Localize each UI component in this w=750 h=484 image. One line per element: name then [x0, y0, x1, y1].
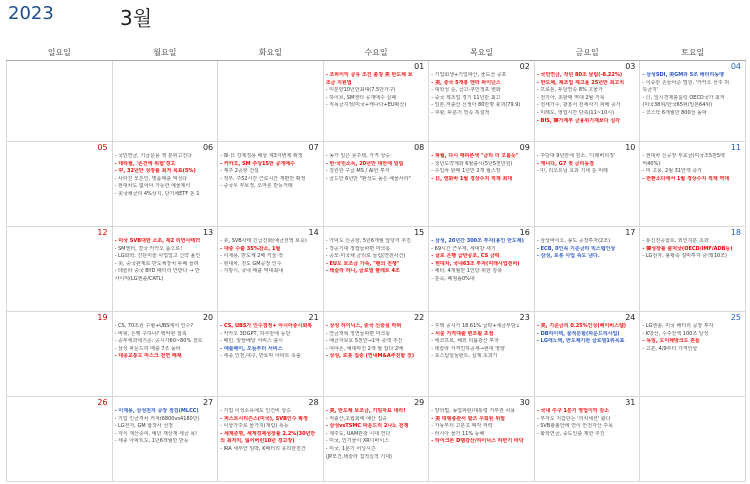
calendar-day-cell[interactable]	[218, 61, 324, 142]
news-item: - 예타, 4개월만 1인당 위한 감축	[431, 268, 503, 275]
news-item: - LG화학, 진단미술 사업업고 신약 올인	[114, 253, 201, 260]
news-item: - CS, 70조원 수혈+UBS에서 인수?	[114, 323, 194, 329]
news-item: - 삼성vsTSMC 파운드리 2나노 전쟁	[325, 423, 409, 430]
news-item: - EU도 보조금 가속, "펜의 전쟁"	[325, 260, 400, 267]
day-number: 07	[308, 143, 319, 152]
calendar-day-cell[interactable]	[534, 227, 640, 312]
news-item: - 中, 32년만 성장률 최저 목표(5%)	[114, 168, 196, 175]
day-number: 04	[730, 62, 741, 71]
news-item: 억40%)	[642, 160, 661, 167]
calendar-day-cell[interactable]	[323, 312, 429, 397]
news-item: - 하이브, SM엔터 공개매수 실패	[325, 94, 397, 101]
news-item: - BIS, 韓가계부 금융위기재보다 심각	[536, 117, 620, 124]
day-number: 06	[202, 143, 214, 152]
news-item: - 저출산,초립회에 예산 집중	[325, 415, 387, 422]
news-item: - 분숙, 폐점률0%대	[431, 275, 475, 282]
news-item: - 제주 2공항 건설	[220, 168, 259, 175]
day-number	[115, 61, 216, 72]
news-item: - 韓성장률 출처낮(OECD/IMF/ADB등)	[642, 245, 733, 252]
news-item: - 국내 주구 1분기 영업이익 감소	[536, 408, 610, 414]
news-item: - 美 대형종관서 할즈 우회된 위험	[431, 415, 505, 422]
calendar-week-row	[7, 61, 746, 142]
news-item: - 美, SVB사태 긴급진화(예금전액 보증)	[220, 238, 307, 244]
calendar-day-cell[interactable]	[7, 61, 113, 142]
news-item: - 퍼스트시티즌스(미국), SVB인수 확정	[220, 415, 308, 422]
news-item: 특금지'	[642, 87, 659, 94]
news-item: - 애플페이, 오늘부터 서비스	[220, 345, 283, 352]
news-item: - 현대차도 없어야 가능한 예물제이	[114, 183, 191, 190]
weekday-wednesday: 수요일	[323, 44, 429, 61]
news-item: - 파월, 다시 매파본색 "금리 더 오를듯"	[431, 153, 519, 159]
calendar-day-cell[interactable]	[218, 142, 324, 227]
news-item: - 예금자보호 5천만→1억 증액 추진	[325, 338, 403, 345]
news-item: 사이익(LG엔솔/CATL)	[114, 275, 164, 282]
news-item: - 사라진 모든인, 명품매출 역성다	[114, 175, 188, 182]
day-number: 28	[308, 398, 319, 407]
news-item: - 中, 리오트님 효과 기대 둔 미래	[536, 168, 608, 175]
news-item: - 세종 아파트도, 1년6개월만 반등	[114, 438, 189, 445]
news-item: - 기업 인금격차 커져(6800vs4180만)	[114, 415, 200, 422]
news-item: - 카카오, SM 주당15만 공개매수	[220, 160, 295, 167]
calendar-day-cell[interactable]	[429, 61, 535, 142]
news-item: - CS, UBS가 인수결정+ 아시아증시회복	[220, 323, 313, 329]
day-number: 01	[414, 62, 425, 71]
day-number: 23	[519, 313, 530, 322]
calendar-day-cell[interactable]	[429, 142, 535, 227]
day-number	[9, 61, 110, 72]
news-item: - 삼성SDI, 美GM과 5조 배터리동맹	[642, 72, 724, 78]
day-number: 03	[625, 62, 636, 71]
news-item: - 농가 일은 못주택, 가격 상승	[325, 153, 391, 159]
month-label: 3월	[120, 6, 153, 30]
news-item: - 가동부터 고분고 매각 저력	[431, 423, 493, 430]
day-number: 24	[625, 313, 636, 322]
news-item: - 69시간 근무제, 세대갈 새기	[431, 245, 496, 252]
news-item: - 韓·日 강제징용 배상 제3자변제 확정	[220, 153, 303, 159]
news-item: - 독일, 도이체방크도 흔들	[642, 338, 700, 345]
news-item: - 강원한 구글 MS / AI한 투자	[325, 168, 390, 175]
day-number	[642, 397, 743, 408]
news-item: - 미래도, 영업시간 단축(11~10시)	[536, 109, 615, 116]
news-item: - 골드만 6년만 "환성도 높은 예물사라"	[325, 175, 411, 182]
day-number: 11	[730, 143, 741, 152]
news-item: - LG에노텍, 반도체기판 글로벌1위목표	[536, 338, 625, 345]
calendar-day-cell[interactable]	[218, 227, 324, 312]
news-item: - 주택 공시가 18.61% 급락+세금부담↓	[431, 323, 520, 329]
news-item: - 이재용, 반도체 2배 키울 것	[220, 253, 283, 260]
news-item: - 조파이익 공유 조건 불칭 美 반도체 보	[325, 72, 413, 78]
day-number: 08	[414, 143, 425, 152]
news-item: - 대학성 순, 금고-쿠인정포 변화	[431, 87, 501, 94]
news-item: (JP모건,테슬라 집적실적 기대)	[325, 453, 392, 460]
calendar-header	[0, 0, 750, 42]
news-item: - 미분양10년만최대(7.5만가구)	[325, 87, 396, 94]
news-item: - 전기아, 美판매 역대 2월 기록	[536, 94, 605, 101]
news-item: - 상성, 로봇 집중 (연내M&A추진할 것)	[325, 353, 415, 360]
news-item: - 정부, 주52시간 근로시간 개편안 확정	[220, 175, 306, 182]
news-item: - 지방시, 국내 매출 역대최대	[220, 268, 284, 275]
news-item: - 양의법, 농업파판/대통령 거부권 사용	[431, 408, 516, 414]
news-item: - 상성 하이닉스, 중국 신증설 막혀	[325, 323, 402, 329]
day-number: 20	[202, 313, 214, 322]
news-item: - 美, 기준금리 0.25%인상(베이비스텝)	[536, 323, 627, 329]
calendar-day-cell[interactable]	[112, 397, 218, 482]
day-number: 17	[625, 228, 636, 237]
news-item: - 직폭금지정(미국+캐나다+EU확산)	[325, 102, 407, 109]
news-item: - 부자도 지갑닫는 '리치세션' 왔다	[536, 415, 611, 422]
news-item: - 美, 중국 5개홍 엔터 파이넌스	[431, 79, 501, 86]
news-item: - LG전자, 불황속 설비투자 증액(10조)	[642, 253, 728, 260]
news-item: - LG전자, GM 합작사 선정	[114, 423, 173, 430]
calendar-day-cell[interactable]	[534, 142, 640, 227]
day-number: 25	[730, 313, 741, 322]
calendar-day-cell[interactable]	[534, 397, 640, 482]
day-number: 05	[97, 143, 108, 152]
news-item: - 현대차, 국내63조 투자(미래사업전비)	[431, 260, 520, 267]
news-item: - 증부세과세기준: 공시가60~80% 검토	[114, 338, 203, 345]
news-item: - 쿠팡, 두분기 연속 흑설적	[431, 109, 490, 116]
news-item: - DB하이텍, 물적분할(파운드리사업)	[536, 330, 620, 337]
news-item: - 이재용, 삼성전자 공장 점검(MLCC)	[114, 408, 199, 414]
calendar-day-cell[interactable]	[640, 61, 746, 142]
day-number	[220, 61, 321, 72]
news-item: - 캐나다, G7 첫 금리동결	[536, 160, 594, 167]
calendar-day-cell[interactable]	[640, 397, 746, 482]
news-item: - 경공기대 정캠들파편 마크롱	[325, 245, 391, 252]
news-item: - 국민연금, 기금운용 책 분위고진다	[114, 153, 192, 159]
weekday-saturday: 토요일	[640, 44, 746, 61]
day-number: 30	[519, 398, 530, 407]
news-item: - 美, 중국관계로 반도체장치 두배 늘려	[114, 260, 199, 267]
day-number: 22	[414, 313, 425, 322]
calendar-day-cell[interactable]	[429, 227, 535, 312]
day-number: 12	[97, 228, 108, 237]
news-item: - 러시아 물가 11% 등해	[431, 430, 485, 437]
news-item: - 미 고용, 2월 31만개 증가	[642, 168, 702, 175]
calendar-day-cell[interactable]	[429, 397, 535, 482]
news-item: - 기업회생+기업파산, 줄도산 공포	[431, 72, 507, 78]
news-item: - 대타필, '손건에 위험'경고	[114, 160, 176, 167]
calendar-week-row	[7, 227, 746, 312]
news-item: - 수입차 판매 1년만 2개 월스장	[431, 168, 501, 175]
news-item: - 카카오 3DGPT, 하루만에 등단	[220, 330, 291, 337]
calendar-week-row	[7, 312, 746, 397]
calendar-week-row	[7, 397, 746, 482]
calendar-week-row	[7, 142, 746, 227]
news-item: - 전세가수, 광흥서 전세사기 피해 증가	[536, 102, 621, 109]
news-item: - 버핏, 은행 구하나? 백악관 접촉	[114, 330, 187, 337]
news-item: - 국민연금, 작년 80조 날림(-8.22%)	[536, 72, 623, 78]
calendar-day-cell[interactable]	[7, 227, 113, 312]
news-item: - 여야존, 예대마진 2개 월 잡다 2배	[325, 345, 403, 352]
news-item: - 호스텀임둘펀트, 실제 초과기	[431, 353, 498, 360]
day-number: 16	[519, 228, 530, 237]
news-item: - 테슬라 하나, 글로벌 팔레트 4조	[325, 268, 400, 275]
news-item: - 대웅교통도 마스크 전면 해제	[114, 353, 182, 360]
news-item: - 중국 제조업 경기 11년만 최고	[431, 94, 501, 101]
calendar-day-cell[interactable]	[323, 61, 429, 142]
calendar-day-cell[interactable]	[112, 61, 218, 142]
calendar-day-cell[interactable]	[218, 397, 324, 482]
calendar-day-cell[interactable]	[7, 397, 113, 482]
news-item: - 자식 재산증여, 예년 재상재 세금 폭!	[114, 430, 198, 437]
news-item: - 삼성, 20년간 300조 투자(용인 반도체)	[431, 238, 524, 244]
news-item: - 미국 SVB대한 소초, 제2 리먼사태?!	[114, 238, 201, 244]
calendar-day-cell[interactable]	[640, 227, 746, 312]
news-item: - 공모·미국채 금리로 들림(연전사건)	[325, 253, 406, 260]
day-number: 14	[308, 228, 319, 237]
weekday-monday: 월요일	[112, 44, 218, 61]
weekday-sunday: 일요일	[7, 44, 113, 61]
day-number: 29	[414, 398, 425, 407]
news-item: - 반환소다에서 1월 경상수지 적재 역대	[642, 175, 730, 182]
day-number: 10	[625, 143, 636, 152]
news-item: 의 최저치, 잃어버린10년 경고장)	[220, 438, 295, 445]
news-item: - 현대차 신공장 부효금(미국조5천5백	[642, 153, 725, 159]
calendar-day-cell[interactable]	[323, 142, 429, 227]
news-item: - 美국채금리 4%상지, 단기채ETF 돈 1	[114, 190, 200, 197]
calendar-day-cell[interactable]	[640, 312, 746, 397]
news-item: - 삼성, 로봇 사업 속도 낸다.	[536, 253, 600, 260]
calendar-day-cell[interactable]	[323, 397, 429, 482]
calendar-day-cell[interactable]	[112, 142, 218, 227]
day-number: 09	[519, 143, 530, 152]
news-item: - IRA 세부안 임박, K배터리 유리한전건	[220, 445, 306, 452]
news-item: - 미국, 1분기 어닝시즌	[325, 445, 376, 452]
news-item: - 화학연금, 중도인출 제한 추진	[536, 430, 605, 437]
day-number: 15	[414, 228, 425, 237]
news-item: - 프로톤, 두달연속 8% 고물가	[536, 87, 603, 94]
news-item: - 세종,인천,대구, 반토막 아파트 속출	[220, 353, 301, 360]
news-item: - 일본,저출산 신생아 80만명 붕괴(79.9)	[431, 102, 521, 109]
calendar-day-cell[interactable]	[323, 227, 429, 312]
calendar-day-cell[interactable]	[112, 227, 218, 312]
day-number: 31	[625, 398, 636, 407]
news-item: 조금 지원법	[325, 79, 352, 86]
news-item: - LG엔솔, 미국 배터리 공장 투자	[642, 323, 714, 329]
news-item: - 삼성 파운드리 매출 7조 돌파	[114, 345, 181, 352]
news-item: - 타이크론 D램감산/하이닉스 하반기 바닥	[431, 438, 524, 445]
news-item: - SM엔터, 결국 카카오 품으로!	[114, 245, 183, 252]
weekday-thursday: 목요일	[429, 44, 535, 61]
calendar-day-cell[interactable]	[640, 142, 746, 227]
news-item: - 세계준명, 세계경제성장률 2.2%(30년만	[220, 430, 316, 437]
news-item: - 반도체, 제조업 재고율 25년만 최고치	[536, 79, 625, 86]
news-item: - 한·국민소득, 20년만 대만에 밀림	[325, 160, 404, 167]
day-number: 27	[202, 398, 214, 407]
news-item: - 중국무 부보정, 오마론 반등거래	[220, 183, 293, 190]
news-item: - 현대차, 전도 GM공장 인수	[220, 260, 282, 267]
news-item: - 삼성바이오, 송도 공장투자(2조)	[536, 238, 611, 244]
news-item: - 미국, 인기물이 XR디바이스	[325, 438, 390, 445]
news-item: - 배민, 알뜰배달 서비스 출시	[220, 338, 284, 345]
calendar-day-cell[interactable]	[218, 312, 324, 397]
news-item: - SVB왈불안에 연이 안전자산 주목	[536, 423, 613, 430]
news-item: - 이상가주로 물가지(재림) 폭등	[220, 423, 289, 430]
calendar-grid	[6, 44, 746, 482]
day-number: 26	[97, 398, 108, 407]
news-item: - 고흔, 4/9부터 가격인상	[642, 345, 698, 352]
day-number: 21	[308, 313, 319, 322]
news-item: - 주당대 9년만에 감소, '디레버리징'	[536, 153, 616, 159]
calendar-day-cell[interactable]	[534, 61, 640, 142]
year-label: 2023	[8, 3, 54, 24]
day-number: 13	[202, 228, 214, 237]
news-item: - 테슬라 중국 BYD 배터리 안받다 → 반	[114, 268, 200, 275]
news-item: (미국38위/한국65위/일본64위)	[642, 102, 713, 109]
day-number: 18	[730, 228, 741, 237]
news-item: - 日, 일시경제블룸링 OECD국가 최저	[642, 94, 725, 101]
news-item: - 가덕도 신공항, 5년6개월 앞당겨 추진	[325, 238, 412, 244]
calendar-day-cell[interactable]	[7, 312, 113, 397]
calendar-day-cell[interactable]	[534, 312, 640, 397]
news-item: - 美, 반도체 보조금, 기밀자료 내라!	[325, 408, 406, 414]
calendar-day-cell[interactable]	[7, 142, 113, 227]
news-item: - 청년도약계좌 6월출시(5년5천만원)	[431, 160, 513, 167]
news-item: - ECB, 0인속 기준금리 빅스텝인상	[536, 245, 616, 252]
day-number: 02	[519, 62, 530, 71]
news-item: - 기업 이성소유에도 인건비 상승	[220, 408, 292, 414]
news-item: - K방산, 수주잔액 100조 달성	[642, 330, 709, 337]
news-item: - 에코프로, 해외 리튬광산 투자	[431, 338, 499, 345]
weekday-tuesday: 화요일	[218, 44, 324, 61]
news-item: - 日, 엔화바 1월 경상수지 적재 최대	[431, 175, 513, 182]
weekday-header-row	[7, 44, 746, 61]
calendar-day-cell[interactable]	[429, 312, 535, 397]
news-item: - 코스닥 6개월만 800선 돌파	[642, 109, 707, 116]
news-item: - 대중 수출 35%감소, 1월	[220, 245, 281, 252]
news-item: - 테슬라 가격인하공세→현대 영향	[431, 345, 505, 352]
day-number: 19	[97, 313, 108, 322]
news-item: - 제주도, UAM관광 시대 연다	[325, 430, 391, 437]
calendar-day-cell[interactable]	[112, 312, 218, 397]
news-item: - 연금개혁 정연들파편 마크롱	[325, 330, 391, 337]
news-item: - 글로 은행 급반공포, CS 금락	[431, 253, 500, 260]
news-item: - 통신전공함호, 외인지분 초과	[642, 238, 709, 244]
weekday-friday: 금요일	[534, 44, 640, 61]
news-item: - 서울 가격대출 변조될 초점	[431, 330, 494, 337]
news-item: - 이슈만 손들어준 법원, '카카오 선주 허	[642, 79, 730, 86]
